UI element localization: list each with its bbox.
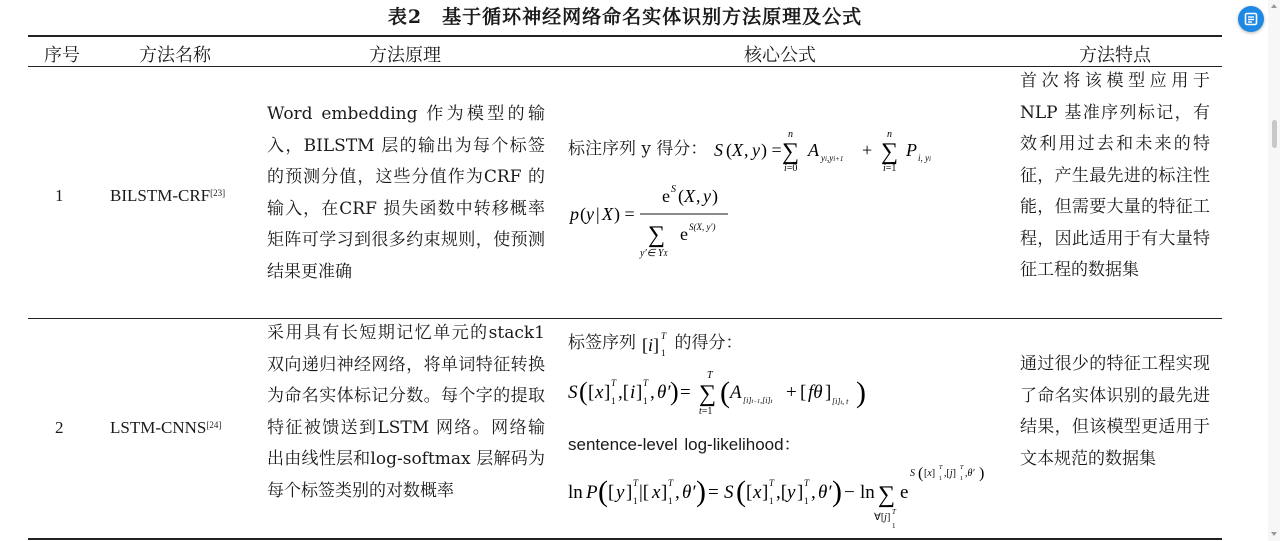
row1-method-name: BILSTM-CRF bbox=[110, 186, 211, 205]
svg-text:1: 1 bbox=[668, 496, 673, 506]
svg-text:]: ] bbox=[797, 482, 804, 503]
svg-text:,: , bbox=[650, 382, 655, 403]
svg-text:(: ( bbox=[736, 475, 746, 508]
svg-text:(: ( bbox=[918, 465, 924, 482]
svg-text:P: P bbox=[586, 482, 598, 503]
svg-text:T: T bbox=[611, 378, 617, 388]
svg-text:]: ] bbox=[661, 482, 668, 503]
svg-text:): ) bbox=[856, 376, 866, 409]
svg-text:A: A bbox=[730, 382, 742, 403]
svg-text:,: , bbox=[811, 482, 816, 503]
svg-text:): ) bbox=[832, 475, 842, 508]
bottom-rule bbox=[28, 538, 1222, 540]
svg-text:x: x bbox=[652, 482, 661, 503]
svg-text:y: y bbox=[586, 204, 594, 224]
svg-text:T: T bbox=[707, 370, 713, 381]
scrollbar-thumb[interactable] bbox=[1272, 120, 1277, 148]
svg-text:A: A bbox=[807, 140, 819, 160]
svg-text:[: [ bbox=[608, 482, 615, 503]
row2-ref: [24] bbox=[206, 420, 222, 430]
header-index: 序号 bbox=[44, 45, 80, 66]
row1-features: 首次将该模型应用于NLP 基准序列标记，有效利用过去和未来的特征，产生最先进的标注性能，但需要大量的特征工程，因此适用于有大量特征工程的数据集 bbox=[1020, 71, 1210, 280]
svg-text:T: T bbox=[804, 478, 810, 488]
scroll-up-arrow[interactable] bbox=[1271, 4, 1277, 8]
svg-text:θ′: θ′ bbox=[657, 382, 671, 403]
svg-text:∑: ∑ bbox=[699, 381, 717, 407]
svg-text:,: , bbox=[675, 482, 680, 503]
svg-text:T: T bbox=[661, 331, 667, 342]
svg-text:n: n bbox=[787, 129, 793, 140]
svg-text:1: 1 bbox=[643, 396, 648, 406]
row1-ref: [23] bbox=[210, 188, 226, 198]
svg-text:,[: ,[ bbox=[776, 482, 788, 503]
svg-text:(: ( bbox=[598, 475, 608, 508]
svg-text:(: ( bbox=[579, 377, 588, 406]
svg-text:|: | bbox=[596, 204, 600, 224]
svg-text:ln: ln bbox=[568, 482, 583, 503]
svg-text:T: T bbox=[633, 478, 639, 488]
svg-text:T: T bbox=[769, 478, 775, 488]
svg-text:]: ] bbox=[825, 382, 832, 403]
svg-text:]: ] bbox=[762, 482, 769, 503]
header-core-formula: 核心公式 bbox=[744, 45, 816, 66]
svg-text:i=1: i=1 bbox=[882, 163, 897, 172]
svg-text:1: 1 bbox=[611, 396, 616, 406]
svg-text:−: − bbox=[844, 482, 855, 503]
row1-principle: Word embedding 作为模型的输入，BILSTM 层的输出为每个标签的预测分值，这些分值作为CRF 的输入，在CRF 损失函数中转移概率矩阵可学习到很多约束规则，使预测结果更准确 bbox=[267, 104, 545, 282]
svg-text:,: , bbox=[743, 140, 749, 160]
svg-text:1: 1 bbox=[939, 476, 942, 482]
svg-text:(: ( bbox=[720, 376, 730, 409]
svg-text:S: S bbox=[910, 468, 915, 479]
svg-text:T: T bbox=[668, 478, 674, 488]
svg-text:): ) bbox=[670, 377, 679, 406]
svg-text:[: [ bbox=[642, 335, 649, 356]
svg-text:[i]t−1,[i]t: [i]t−1,[i]t bbox=[743, 396, 773, 405]
row2-formula-label-line bbox=[568, 328, 743, 359]
row2-formula-label: 标签序列 bbox=[568, 333, 636, 353]
svg-text:y′∈ YX: y′∈ YX bbox=[640, 248, 668, 259]
svg-text:[: [ bbox=[588, 382, 595, 403]
svg-text:n: n bbox=[886, 129, 892, 140]
svg-text:y: y bbox=[751, 140, 760, 160]
svg-text:i: i bbox=[648, 335, 654, 356]
svg-text:∀[j]: ∀[j] bbox=[874, 512, 891, 523]
svg-text:,[: ,[ bbox=[618, 382, 630, 403]
row2-score-equation bbox=[566, 364, 886, 418]
svg-text:X: X bbox=[602, 204, 613, 224]
svg-text:S: S bbox=[724, 482, 734, 503]
svg-text:1: 1 bbox=[804, 496, 809, 506]
svg-text:S: S bbox=[713, 140, 723, 160]
svg-text:]: ] bbox=[636, 382, 643, 403]
svg-text:S(X, y′): S(X, y′) bbox=[689, 222, 716, 232]
vertical-scrollbar[interactable] bbox=[1268, 0, 1280, 541]
svg-text:x: x bbox=[753, 482, 762, 503]
svg-text:∑: ∑ bbox=[648, 222, 666, 248]
row2-sentence-level-label: sentence-level log-likelihood： bbox=[568, 435, 801, 454]
svg-text:=: = bbox=[680, 382, 691, 403]
svg-text:(: ( bbox=[580, 204, 586, 224]
svg-text:e: e bbox=[662, 186, 670, 206]
row-rule bbox=[28, 318, 1222, 319]
svg-text:x: x bbox=[595, 382, 604, 403]
svg-text:[: [ bbox=[800, 382, 807, 403]
svg-text:): ) bbox=[696, 475, 706, 508]
svg-text:1: 1 bbox=[661, 348, 666, 359]
row1-method bbox=[110, 180, 225, 212]
svg-text:=: = bbox=[708, 482, 719, 503]
row2-index: 2 bbox=[55, 418, 64, 437]
row2-log-likelihood-equation bbox=[566, 456, 1006, 536]
svg-text:) =: ) = bbox=[760, 140, 782, 160]
table-caption: 表2 基于循环神经网络命名实体识别方法原理及公式 bbox=[387, 6, 863, 28]
svg-text:fθ: fθ bbox=[808, 382, 823, 403]
row2-formula-label-suffix: 的得分： bbox=[674, 333, 743, 353]
svg-text:+: + bbox=[861, 140, 872, 160]
svg-text:|[: |[ bbox=[639, 482, 650, 503]
row2-method-name: LSTM-CNNS bbox=[110, 418, 207, 437]
header-method-features: 方法特点 bbox=[1079, 45, 1151, 66]
svg-text:]: ] bbox=[626, 482, 633, 503]
app-icon[interactable] bbox=[1238, 6, 1264, 32]
svg-text:∑: ∑ bbox=[781, 139, 799, 165]
svg-text:ln: ln bbox=[860, 482, 875, 503]
svg-text:]: ] bbox=[653, 335, 660, 356]
svg-text:(: ( bbox=[678, 186, 684, 206]
svg-text:[i]t, t: [i]t, t bbox=[832, 397, 849, 406]
svg-text:,: , bbox=[696, 186, 701, 206]
svg-text:1: 1 bbox=[633, 496, 638, 506]
top-rule bbox=[28, 35, 1222, 37]
svg-text:e: e bbox=[680, 224, 688, 244]
svg-text:[: [ bbox=[746, 482, 753, 503]
svg-text:θ′: θ′ bbox=[682, 482, 696, 503]
svg-text:): ) bbox=[979, 465, 985, 482]
svg-text:∑: ∑ bbox=[878, 482, 896, 508]
svg-text:1: 1 bbox=[892, 522, 896, 530]
scroll-down-arrow[interactable] bbox=[1271, 532, 1277, 536]
svg-text:S: S bbox=[568, 382, 578, 403]
svg-text:T: T bbox=[960, 465, 964, 471]
row1-probability-equation bbox=[568, 180, 788, 264]
header-method-name: 方法名称 bbox=[139, 45, 211, 66]
svg-text:y: y bbox=[703, 186, 711, 206]
document-icon bbox=[1244, 12, 1258, 26]
svg-text:P: P bbox=[905, 140, 917, 160]
svg-text:]: ] bbox=[604, 382, 611, 403]
svg-text:+: + bbox=[786, 382, 797, 403]
svg-text:∑: ∑ bbox=[880, 139, 898, 165]
svg-text:,[j]: ,[j] bbox=[944, 468, 956, 479]
svg-text:X: X bbox=[684, 186, 695, 206]
svg-text:θ′: θ′ bbox=[818, 482, 832, 503]
svg-text:T: T bbox=[643, 378, 649, 388]
svg-text:S: S bbox=[671, 184, 676, 195]
row2-tag-sequence-symbol bbox=[640, 329, 670, 359]
svg-text:T: T bbox=[892, 508, 896, 516]
svg-text:,θ′: ,θ′ bbox=[965, 468, 975, 479]
svg-text:t=1: t=1 bbox=[699, 406, 713, 417]
svg-text:y: y bbox=[787, 482, 796, 503]
svg-text:1: 1 bbox=[769, 496, 774, 506]
svg-text:i: i bbox=[630, 382, 636, 403]
row2-method bbox=[110, 412, 221, 444]
row2-principle: 采用具有长短期记忆单元的stack1 双向递归神经网络，将单词特征转换为命名实体标记分数。每个字的提取特征被馈送到LSTM 网络。网络输出由线性层和log-softmax 层解码为每个标签类别的对数概率 bbox=[267, 323, 545, 501]
svg-text:i=0: i=0 bbox=[783, 163, 798, 172]
row1-formula-label: 标注序列 y 得分： bbox=[568, 138, 708, 159]
svg-text:) =: ) = bbox=[614, 204, 635, 224]
svg-text:e: e bbox=[900, 482, 909, 503]
svg-text:(: ( bbox=[725, 140, 732, 160]
row2-features: 通过很少的特征工程实现了命名实体识别的最先进结果，但该模型更适用于文本规范的数据集 bbox=[1020, 354, 1210, 469]
row1-index: 1 bbox=[55, 186, 64, 205]
svg-text:[x]: [x] bbox=[924, 468, 936, 479]
header-method-principle: 方法原理 bbox=[369, 45, 441, 66]
svg-text:T: T bbox=[939, 465, 943, 471]
svg-text:1: 1 bbox=[960, 476, 963, 482]
svg-text:yi,yi+1: yi,yi+1 bbox=[820, 153, 844, 163]
svg-text:y: y bbox=[616, 482, 625, 503]
svg-text:X: X bbox=[731, 140, 743, 160]
svg-text:i, yi: i, yi bbox=[917, 153, 931, 163]
svg-text:): ) bbox=[712, 186, 718, 206]
svg-text:p: p bbox=[570, 204, 579, 224]
